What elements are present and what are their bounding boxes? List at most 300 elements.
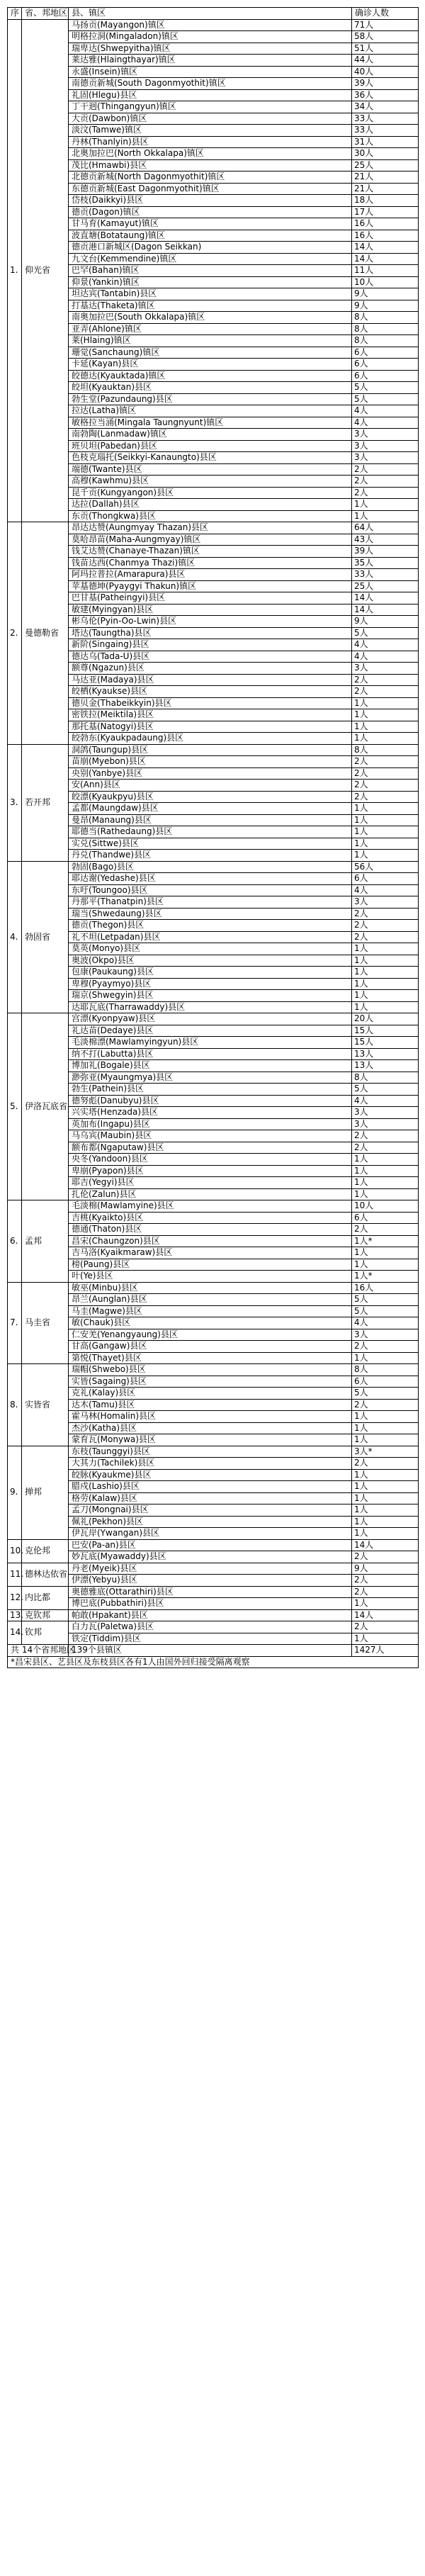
row-count: 2人 xyxy=(352,1142,419,1154)
row-district: 实兑(Sittwe)县区 xyxy=(69,838,352,850)
row-count: 14人 xyxy=(352,1609,419,1621)
table-row xyxy=(8,534,419,546)
row-district: 钱苗达西(Chanmya Thazi)镇区 xyxy=(69,557,352,569)
table-row xyxy=(8,1539,419,1551)
row-count: 3人 xyxy=(352,452,419,464)
row-count: 34人 xyxy=(352,101,419,113)
row-count: 2人 xyxy=(352,1341,419,1353)
row-count: 13人 xyxy=(352,1060,419,1072)
row-count: 1人* xyxy=(352,1271,419,1283)
table-row xyxy=(8,686,419,698)
table-row xyxy=(8,1025,419,1037)
table-row xyxy=(8,1037,419,1049)
row-district: 皎勃东(Kyaukpadaung)县区 xyxy=(69,733,352,745)
table-row xyxy=(8,604,419,616)
table-row xyxy=(8,663,419,675)
table-row xyxy=(8,651,419,663)
row-district: 茂比(Hmawbi)县区 xyxy=(69,159,352,171)
row-district: 包康(Paukaung)县区 xyxy=(69,967,352,979)
row-count: 1人 xyxy=(352,943,419,955)
row-district: 渺弥亚(Myaungmya)县区 xyxy=(69,1072,352,1084)
row-district: 纳不打(Labutta)县区 xyxy=(69,1048,352,1060)
table-row xyxy=(8,300,419,312)
row-sn: 13. xyxy=(8,1609,22,1621)
row-district: 丹那平(Thanatpin)县区 xyxy=(69,896,352,909)
row-district: 额布都(Ngaputaw)县区 xyxy=(69,1142,352,1154)
row-district: 马扬贡(Mayangon)镇区 xyxy=(69,19,352,31)
row-district: 奥德雅底(Ottarathiri)县区 xyxy=(69,1586,352,1598)
row-district: 丹林(Thanlyin)县区 xyxy=(69,136,352,148)
header-state: 省、邦地区 xyxy=(22,8,69,20)
row-count: 2人 xyxy=(352,1575,419,1587)
row-count: 5人 xyxy=(352,393,419,405)
row-count: 4人 xyxy=(352,1095,419,1107)
row-district: 淡汶(Tamwe)镇区 xyxy=(69,125,352,137)
row-district: 耶吉(Yegyi)县区 xyxy=(69,1177,352,1189)
row-district: 苹基德坤(Pyaygyi Thakun)镇区 xyxy=(69,580,352,592)
row-count: 71人 xyxy=(352,19,419,31)
table-row xyxy=(8,1177,419,1189)
row-count: 21人 xyxy=(352,183,419,195)
row-count: 1人 xyxy=(352,510,419,522)
row-count: 1人 xyxy=(352,814,419,826)
row-district: 端德(Twante)县区 xyxy=(69,463,352,476)
row-count: 14人 xyxy=(352,253,419,265)
row-district: 亚弄(Ahlone)镇区 xyxy=(69,323,352,335)
row-count: 14人 xyxy=(352,592,419,604)
row-district: 铁定(Tiddim)县区 xyxy=(69,1633,352,1645)
row-district: 明格拉洞(Mingaladon)镇区 xyxy=(69,31,352,43)
row-count: 2人 xyxy=(352,1551,419,1563)
row-count: 58人 xyxy=(352,31,419,43)
cases-table xyxy=(7,7,419,1668)
table-row xyxy=(8,230,419,242)
row-district: 卡延(Kayan)县区 xyxy=(69,359,352,371)
row-district: 阿玛拉普拉(Amarapura)县区 xyxy=(69,569,352,581)
row-district: 榜(Paung)县区 xyxy=(69,1259,352,1271)
table-row xyxy=(8,101,419,113)
row-district: 博巴底(Pubbathiri)县区 xyxy=(69,1598,352,1610)
row-count: 5人 xyxy=(352,1294,419,1306)
table-row xyxy=(8,1235,419,1247)
row-sn: 5. xyxy=(8,1013,22,1200)
row-count: 18人 xyxy=(352,195,419,207)
row-district: 皎德达(Kyauktada)镇区 xyxy=(69,370,352,382)
table-row xyxy=(8,1188,419,1200)
table-row xyxy=(8,1130,419,1142)
row-count: 1人 xyxy=(352,990,419,1002)
row-count: 35人 xyxy=(352,557,419,569)
row-count: 14人 xyxy=(352,1539,419,1551)
table-row xyxy=(8,440,419,452)
row-count: 2人 xyxy=(352,686,419,698)
row-district: 敏巫(Minbu)县区 xyxy=(69,1282,352,1294)
row-count: 1人 xyxy=(352,978,419,990)
table-row xyxy=(8,580,419,592)
row-district: 昂达达赞(Aungmyay Thazan)县区 xyxy=(69,522,352,534)
row-count: 1人 xyxy=(352,499,419,511)
row-count: 2人 xyxy=(352,487,419,499)
row-district: 甘高(Gangaw)县区 xyxy=(69,1341,352,1353)
table-row xyxy=(8,1609,419,1621)
row-count: 9人 xyxy=(352,616,419,628)
row-district: 德通(Thaton)县区 xyxy=(69,1224,352,1236)
table-row xyxy=(8,955,419,967)
row-district: 仰景(Yankin)镇区 xyxy=(69,276,352,288)
row-district: 实皆(Sagaing)县区 xyxy=(69,1376,352,1388)
table-row xyxy=(8,1095,419,1107)
row-district: 塔达(Taungtha)县区 xyxy=(69,627,352,639)
table-row xyxy=(8,1504,419,1517)
row-district: 彬乌伦(Pyin-Oo-Lwin)县区 xyxy=(69,616,352,628)
row-sn: 3. xyxy=(8,744,22,861)
row-count: 3人 xyxy=(352,1107,419,1119)
row-count: 1人 xyxy=(352,709,419,721)
row-count: 1人 xyxy=(352,697,419,709)
table-row xyxy=(8,931,419,943)
row-count: 6人 xyxy=(352,1376,419,1388)
row-count: 13人 xyxy=(352,1048,419,1060)
table-row xyxy=(8,1458,419,1470)
row-district: 皎漂(Kyaukpyu)县区 xyxy=(69,791,352,803)
table-row xyxy=(8,288,419,300)
row-district: 孟刀(Mongnai)县区 xyxy=(69,1504,352,1517)
row-district: 白力瓦(Paletwa)县区 xyxy=(69,1621,352,1633)
row-district: 莫哈昂苗(Maha-Aungmyay)镇区 xyxy=(69,534,352,546)
table-row xyxy=(8,253,419,265)
table-row xyxy=(8,206,419,218)
row-count: 1人 xyxy=(352,1259,419,1271)
row-sn: 9. xyxy=(8,1446,22,1539)
row-count: 20人 xyxy=(352,1013,419,1025)
row-district: 瑞当(Shwedaung)县区 xyxy=(69,908,352,920)
row-district: 岱枝(Daikkyi)县区 xyxy=(69,195,352,207)
row-district: 巴罕(Bahan)镇区 xyxy=(69,265,352,277)
row-district: 东枝(Taunggyi)县区 xyxy=(69,1446,352,1458)
row-count: 2人 xyxy=(352,1458,419,1470)
row-district: 德贡港口新城区(Dagon Seikkan) xyxy=(69,242,352,254)
row-district: 卑崩(Pyapon)县区 xyxy=(69,1165,352,1177)
row-district: 丹老(Myeik)县区 xyxy=(69,1563,352,1575)
table-row xyxy=(8,967,419,979)
row-count: 6人 xyxy=(352,1212,419,1224)
row-count: 1人 xyxy=(352,1528,419,1540)
row-count: 8人 xyxy=(352,312,419,324)
row-count: 2人 xyxy=(352,756,419,768)
table-row xyxy=(8,826,419,838)
row-district: 勃生堂(Pazundaung)县区 xyxy=(69,393,352,405)
table-row xyxy=(8,733,419,745)
total-districts: 139个县镇区 xyxy=(69,1645,352,1657)
table-row xyxy=(8,639,419,651)
table-row xyxy=(8,347,419,359)
row-district: 东贡(Thongkwa)县区 xyxy=(69,510,352,522)
row-count: 1人 xyxy=(352,1422,419,1434)
row-district: 坦达宾(Tantabin)县区 xyxy=(69,288,352,300)
row-district: 勃生(Pathein)县区 xyxy=(69,1084,352,1096)
row-district: 高穆(Kawhmu)县区 xyxy=(69,476,352,488)
row-count: 36人 xyxy=(352,89,419,101)
row-state: 勃固省 xyxy=(22,861,69,1013)
row-district: 礼不坦(Letpadan)县区 xyxy=(69,931,352,943)
row-state: 曼德勒省 xyxy=(22,522,69,745)
header-count: 确诊人数 xyxy=(352,8,419,20)
row-state: 仰光省 xyxy=(22,19,69,522)
table-row xyxy=(8,627,419,639)
table-row xyxy=(8,978,419,990)
row-count: 1人 xyxy=(352,1001,419,1013)
row-count: 4人 xyxy=(352,639,419,651)
table-row xyxy=(8,113,419,125)
table-row xyxy=(8,616,419,628)
row-count: 6人 xyxy=(352,347,419,359)
row-district: 北德贡新城(North Dagonmyothit)镇区 xyxy=(69,171,352,184)
row-district: 叶(Ye)县区 xyxy=(69,1271,352,1283)
row-district: 莱(Hlaing)镇区 xyxy=(69,335,352,347)
table-row xyxy=(8,838,419,850)
table-row xyxy=(8,546,419,558)
table-row xyxy=(8,592,419,604)
row-count: 2人 xyxy=(352,1586,419,1598)
row-district: 瑞卑达(Shwepyitha)镇区 xyxy=(69,43,352,55)
table-row xyxy=(8,429,419,441)
row-state: 伊洛瓦底省 xyxy=(22,1013,69,1200)
row-count: 2人 xyxy=(352,674,419,686)
row-count: 5人 xyxy=(352,382,419,394)
table-row xyxy=(8,265,419,277)
footnote-row xyxy=(8,1656,419,1668)
row-count: 33人 xyxy=(352,125,419,137)
row-count: 3人 xyxy=(352,429,419,441)
row-count: 1人 xyxy=(352,1469,419,1481)
row-state: 马圭省 xyxy=(22,1282,69,1364)
row-district: 宫漂(Kyonpyaw)县区 xyxy=(69,1013,352,1025)
table-row xyxy=(8,393,419,405)
row-district: 曼昂(Manaung)县区 xyxy=(69,814,352,826)
row-count: 16人 xyxy=(352,218,419,230)
row-sn: 6. xyxy=(8,1200,22,1283)
row-district: 德达乌(Tada-U)县区 xyxy=(69,651,352,663)
table-row xyxy=(8,136,419,148)
row-count: 2人 xyxy=(352,476,419,488)
row-district: 皎脉(Kyaukme)县区 xyxy=(69,1469,352,1481)
row-district: 央别(Yanbye)县区 xyxy=(69,767,352,780)
row-district: 昌宋(Chaungzon)县区 xyxy=(69,1235,352,1247)
row-sn: 12. xyxy=(8,1586,22,1609)
table-row xyxy=(8,335,419,347)
row-district: 马圭(Magwe)县区 xyxy=(69,1305,352,1317)
row-count: 25人 xyxy=(352,580,419,592)
row-district: 霍马林(Homalin)县区 xyxy=(69,1411,352,1423)
row-count: 2人 xyxy=(352,791,419,803)
table-row xyxy=(8,1469,419,1481)
table-row xyxy=(8,417,419,429)
table-row xyxy=(8,1411,419,1423)
row-count: 1人 xyxy=(352,1165,419,1177)
row-district: 德贝金(Thabeikkyin)县区 xyxy=(69,697,352,709)
table-row xyxy=(8,125,419,137)
row-district: 苗崩(Myebon)县区 xyxy=(69,756,352,768)
row-district: 毛淡棉漂(Mawlamyingyun)县区 xyxy=(69,1037,352,1049)
row-district: 德努彪(Danubyu)县区 xyxy=(69,1095,352,1107)
row-district: 蒙育瓦(Monywa)县区 xyxy=(69,1434,352,1446)
row-count: 2人 xyxy=(352,1224,419,1236)
table-row xyxy=(8,1586,419,1598)
row-district: 甘马育(Kamayut)镇区 xyxy=(69,218,352,230)
row-district: 波直塘(Botataung)镇区 xyxy=(69,230,352,242)
row-count: 39人 xyxy=(352,546,419,558)
table-row xyxy=(8,1084,419,1096)
row-count: 1人* xyxy=(352,1235,419,1247)
row-state: 钦邦 xyxy=(22,1621,69,1645)
table-row xyxy=(8,19,419,31)
row-count: 1人 xyxy=(352,1633,419,1645)
row-count: 1人 xyxy=(352,826,419,838)
table-row xyxy=(8,1305,419,1317)
table-row xyxy=(8,89,419,101)
table-row xyxy=(8,1388,419,1400)
row-count: 1人 xyxy=(352,1247,419,1259)
table-row xyxy=(8,171,419,184)
table-row xyxy=(8,744,419,756)
row-count: 43人 xyxy=(352,534,419,546)
row-district: 九文台(Kemmendine)镇区 xyxy=(69,253,352,265)
row-count: 1人 xyxy=(352,1352,419,1364)
row-count: 44人 xyxy=(352,55,419,67)
row-district: 德贡(Thegon)县区 xyxy=(69,920,352,932)
table-row xyxy=(8,218,419,230)
row-count: 1人 xyxy=(352,1154,419,1166)
row-count: 1人 xyxy=(352,1177,419,1189)
table-row xyxy=(8,159,419,171)
table-row xyxy=(8,1528,419,1540)
table-row xyxy=(8,382,419,394)
row-count: 1人 xyxy=(352,803,419,815)
row-sn: 1. xyxy=(8,19,22,522)
row-count: 1人 xyxy=(352,967,419,979)
row-district: 安(Ann)县区 xyxy=(69,780,352,792)
row-district: 卑穆(Pyaymyo)县区 xyxy=(69,978,352,990)
total-row xyxy=(8,1645,419,1657)
row-district: 莱达雅(Hlaingthayar)镇区 xyxy=(69,55,352,67)
table-row xyxy=(8,1633,419,1645)
row-district: 马达亚(Madaya)县区 xyxy=(69,674,352,686)
row-district: 杰沙(Katha)县区 xyxy=(69,1422,352,1434)
row-district: 仁安羌(Yenangyaung)县区 xyxy=(69,1329,352,1341)
table-row xyxy=(8,1224,419,1236)
total-label: 共 14个省邦地区 xyxy=(8,1645,69,1657)
row-district: 耶德当(Rathedaung)县区 xyxy=(69,826,352,838)
row-state: 实皆省 xyxy=(22,1364,69,1446)
table-row xyxy=(8,721,419,733)
row-count: 4人 xyxy=(352,651,419,663)
table-row xyxy=(8,1422,419,1434)
row-count: 1人 xyxy=(352,1481,419,1493)
row-district: 敏格拉当涌(Mingala Taungnyunt)镇区 xyxy=(69,417,352,429)
row-district: 班贝坦(Pabedan)县区 xyxy=(69,440,352,452)
table-row xyxy=(8,452,419,464)
row-district: 德贡(Dagon)镇区 xyxy=(69,206,352,218)
row-district: 新阶(Singaing)县区 xyxy=(69,639,352,651)
row-district: 伊漂(Yebyu)县区 xyxy=(69,1575,352,1587)
row-count: 39人 xyxy=(352,78,419,90)
table-row xyxy=(8,569,419,581)
row-count: 5人 xyxy=(352,1388,419,1400)
row-district: 达拉(Dallah)县区 xyxy=(69,499,352,511)
table-row xyxy=(8,990,419,1002)
header-district: 县、镇区 xyxy=(69,8,352,20)
row-district: 巴安(Pa-an)县区 xyxy=(69,1539,352,1551)
row-district: 吉桃(Kyaikto)县区 xyxy=(69,1212,352,1224)
table-row xyxy=(8,183,419,195)
header-sn: 序 xyxy=(8,8,22,20)
table-row xyxy=(8,557,419,569)
table-row xyxy=(8,405,419,417)
table-row xyxy=(8,1598,419,1610)
row-district: 伊瓦岸(Ywangan)县区 xyxy=(69,1528,352,1540)
row-district: 兴实塔(Henzada)县区 xyxy=(69,1107,352,1119)
table-row xyxy=(8,1271,419,1283)
row-sn: 8. xyxy=(8,1364,22,1446)
row-count: 2人 xyxy=(352,920,419,932)
table-row xyxy=(8,1118,419,1130)
table-row xyxy=(8,1481,419,1493)
table-row xyxy=(8,780,419,792)
table-row xyxy=(8,1364,419,1376)
table-row xyxy=(8,31,419,43)
row-count: 2人 xyxy=(352,931,419,943)
table-row xyxy=(8,1060,419,1072)
row-district: 吉马洛(Kyaikmaraw)县区 xyxy=(69,1247,352,1259)
row-count: 8人 xyxy=(352,335,419,347)
footnote: *昌宋县区、艺县区及东枝县区各有1人由国外回归接受隔离观察 xyxy=(8,1656,419,1668)
row-district: 马乌宾(Maubin)县区 xyxy=(69,1130,352,1142)
row-count: 1人 xyxy=(352,1492,419,1504)
row-count: 1人 xyxy=(352,1598,419,1610)
table-row xyxy=(8,1563,419,1575)
table-row xyxy=(8,814,419,826)
row-state: 内比都 xyxy=(22,1586,69,1609)
table-row xyxy=(8,850,419,862)
table-row xyxy=(8,487,419,499)
row-count: 31人 xyxy=(352,136,419,148)
row-district: 妙瓦底(Myawaddy)县区 xyxy=(69,1551,352,1563)
row-district: 克礼(Kalay)县区 xyxy=(69,1388,352,1400)
table-row xyxy=(8,709,419,721)
row-count: 1人 xyxy=(352,1516,419,1528)
table-row xyxy=(8,1492,419,1504)
row-district: 洞鸽(Taungup)县区 xyxy=(69,744,352,756)
row-state: 克钦邦 xyxy=(22,1609,69,1621)
row-count: 16人 xyxy=(352,230,419,242)
row-count: 9人 xyxy=(352,300,419,312)
table-row xyxy=(8,55,419,67)
table-row xyxy=(8,195,419,207)
row-district: 色枝克瑙托(Seikkyi-Kanaungto)县区 xyxy=(69,452,352,464)
table-row xyxy=(8,803,419,815)
row-count: 1人 xyxy=(352,733,419,745)
table-row xyxy=(8,674,419,686)
row-district: 佩礼(Pekhon)县区 xyxy=(69,1516,352,1528)
table-row xyxy=(8,1621,419,1633)
row-count: 1人 xyxy=(352,1188,419,1200)
row-district: 打基达(Thaketa)镇区 xyxy=(69,300,352,312)
table-row xyxy=(8,1072,419,1084)
table-row xyxy=(8,861,419,873)
table-row xyxy=(8,943,419,955)
row-district: 南德贡新城(South Dagonmyothit)镇区 xyxy=(69,78,352,90)
table-row xyxy=(8,1294,419,1306)
